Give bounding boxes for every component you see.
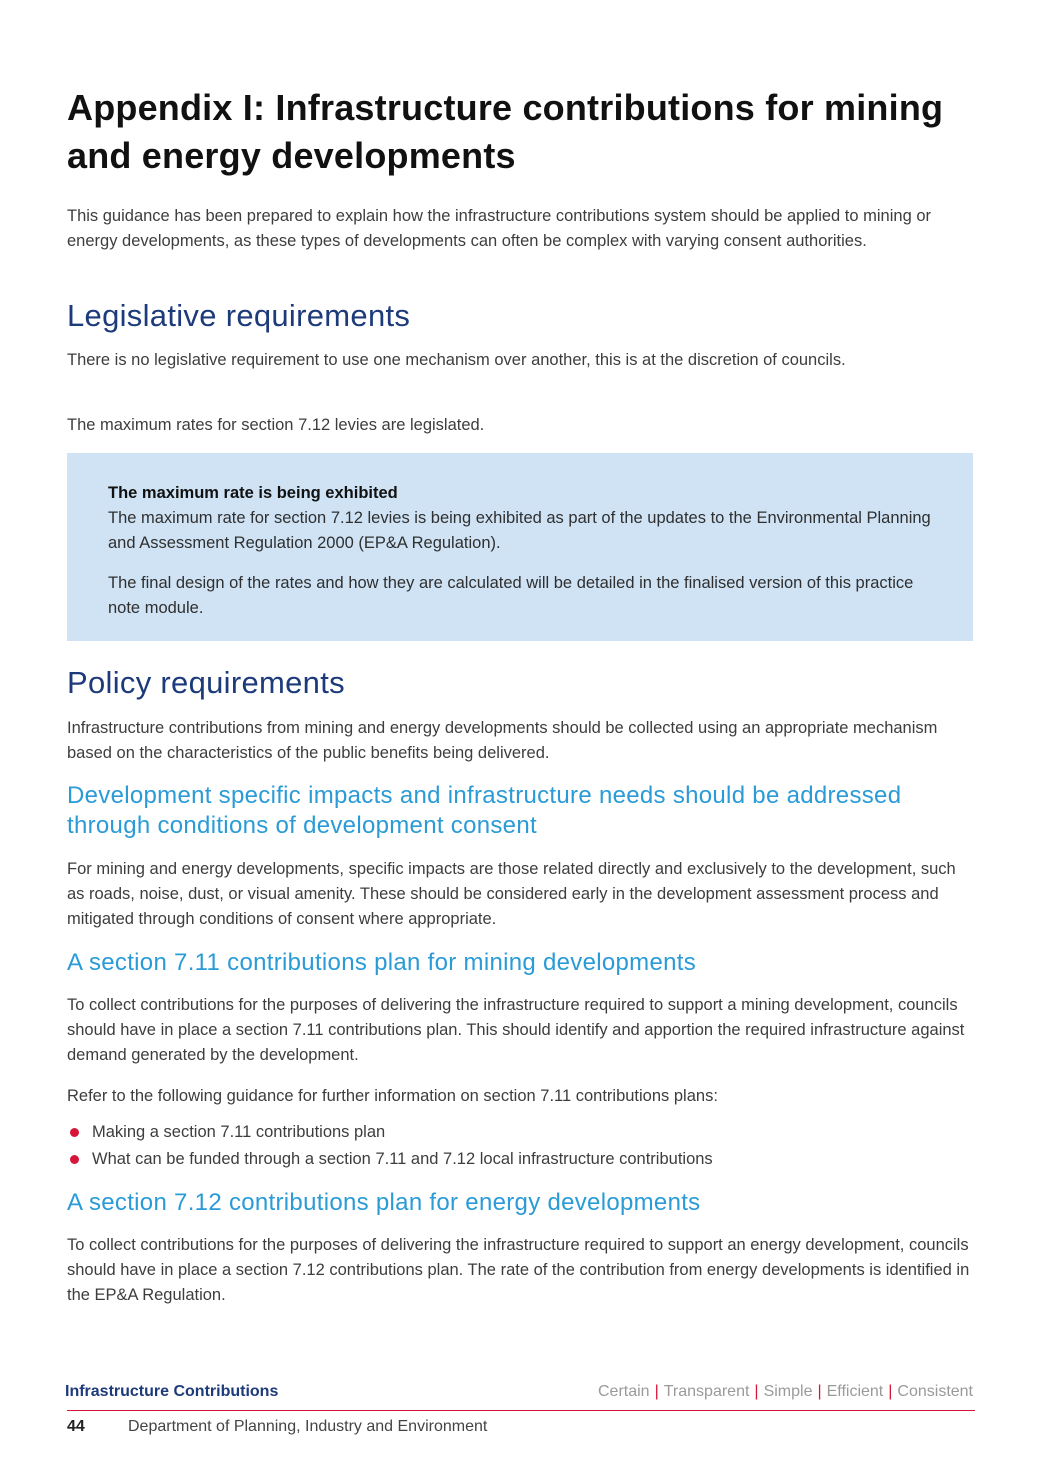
- policy-paragraph: Infrastructure contributions from mining and energy developments should be collected using an appropriate mechanism based on the characteristics of the public benefits being delivered.: [67, 719, 938, 762]
- section-711-heading: A section 7.11 contributions plan for mining developments: [67, 949, 697, 976]
- legislative-paragraph-1: There is no legislative requirement to use one mechanism over another, this is at the discretion of councils.: [67, 351, 846, 369]
- footer-separator: |: [888, 1383, 893, 1400]
- department-name: Department of Planning, Industry and Environment: [128, 1418, 488, 1435]
- callout-box: [67, 453, 973, 641]
- bullet-icon: [70, 1155, 79, 1164]
- footer-value: Certain: [598, 1383, 650, 1400]
- list-item[interactable]: [67, 1146, 975, 1173]
- legislative-heading: Legislative requirements: [67, 298, 411, 333]
- footer-separator: |: [654, 1383, 659, 1400]
- callout-title: The maximum rate is being exhibited: [108, 484, 398, 502]
- guidance-list: [67, 1119, 975, 1173]
- bullet-icon: [70, 1128, 79, 1137]
- list-item[interactable]: [67, 1119, 975, 1146]
- specific-impacts-paragraph: For mining and energy developments, specific impacts are those related directly and exclusively to the development, such as roads, noise, dust, or visual amenity. These should be considered early in the development assessment process and mitigated through conditions of consent where appropriate.: [67, 860, 956, 928]
- footer-values: [598, 1383, 973, 1401]
- footer-title: Infrastructure Contributions: [65, 1383, 279, 1400]
- footer-separator: |: [754, 1383, 759, 1400]
- footer-value: Transparent: [663, 1383, 750, 1400]
- section-712-paragraph: To collect contributions for the purposes of delivering the infrastructure required to support an energy development, councils should have in place a section 7.12 contributions plan. The rate of the contribution from energy developments is identified in the EP&A Regulation.: [67, 1236, 970, 1304]
- callout-paragraph-2: The final design of the rates and how they are calculated will be detailed in the finalised version of this practice note module.: [108, 574, 914, 617]
- specific-impacts-heading: Development specific impacts and infrastructure needs should be addressed through conditions of development consent: [67, 782, 902, 839]
- section-712-heading: A section 7.12 contributions plan for energy developments: [67, 1189, 701, 1216]
- policy-heading: Policy requirements: [67, 665, 345, 700]
- legislative-paragraph-2: The maximum rates for section 7.12 levies are legislated.: [67, 416, 485, 434]
- footer-value: Simple: [763, 1383, 813, 1400]
- callout-paragraph-1: The maximum rate for section 7.12 levies is being exhibited as part of the updates to the Environmental Planning and Assessment Regulation 2000 (EP&A Regulation).: [108, 509, 931, 552]
- list-item-text: What can be funded through a section 7.11 and 7.12 local infrastructure contributions: [92, 1150, 713, 1168]
- footer-separator: |: [817, 1383, 822, 1400]
- footer-value: Efficient: [826, 1383, 884, 1400]
- section-711-paragraph-2: Refer to the following guidance for further information on section 7.11 contributions plans:: [67, 1087, 718, 1105]
- footer-divider: [67, 1410, 975, 1411]
- page-number: 44: [67, 1418, 85, 1435]
- section-711-paragraph-1: To collect contributions for the purposes of delivering the infrastructure required to support a mining development, councils should have in place a section 7.11 contributions plan. This should identify and apportion the required infrastructure against demand generated by the development.: [67, 996, 965, 1064]
- list-item-text: Making a section 7.11 contributions plan: [92, 1123, 386, 1141]
- footer-value: Consistent: [897, 1383, 973, 1400]
- intro-paragraph: This guidance has been prepared to explain how the infrastructure contributions system should be applied to mining or energy developments, as these types of developments can often be complex with varying consent authorities.: [67, 207, 932, 250]
- page-title: Appendix I: Infrastructure contributions for mining and energy developments: [67, 87, 944, 176]
